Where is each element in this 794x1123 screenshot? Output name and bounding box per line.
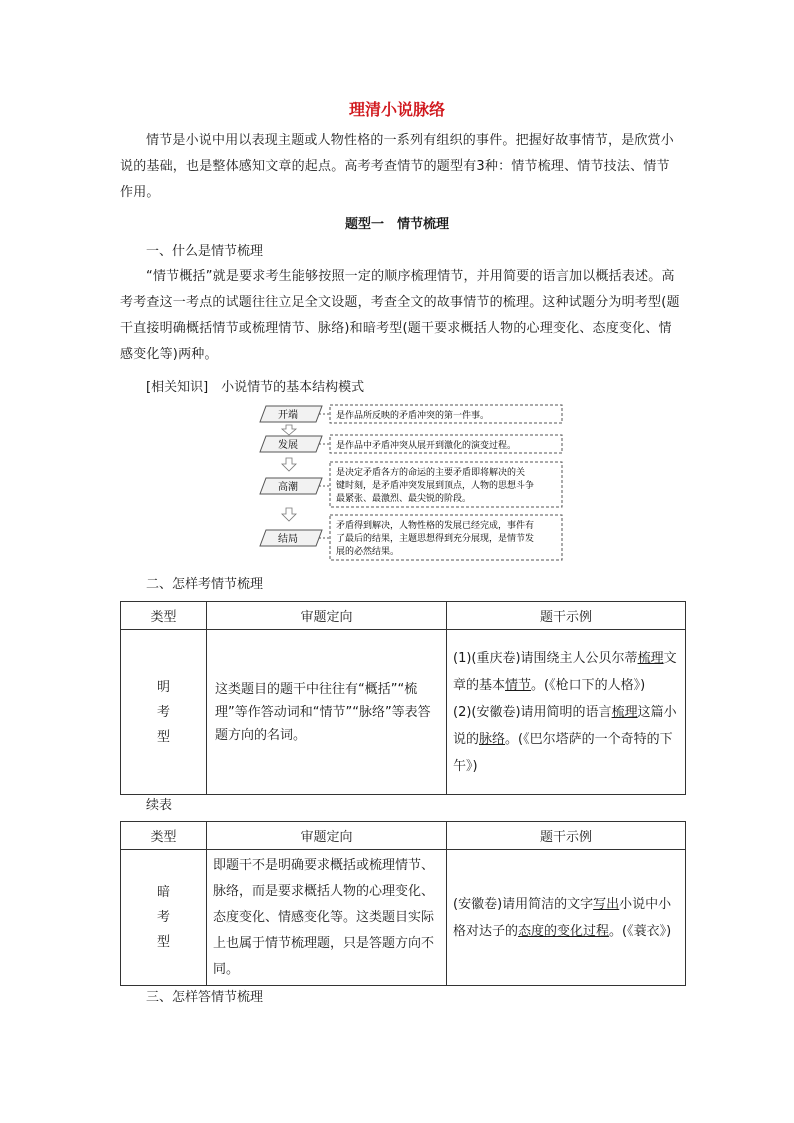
plot-structure-diagram (258, 404, 568, 564)
example-text: (安徽卷)请用简洁的文字 (453, 896, 594, 912)
example-keyword: 情节 (505, 677, 532, 693)
example-text: 小说中小格对达子的 (453, 896, 672, 939)
stage-label: 开端 (278, 410, 298, 421)
example-cell (447, 630, 686, 795)
type-char: 型 (156, 935, 170, 950)
example-text: 。(《枪口下的人格》) (531, 677, 646, 693)
section1-sub-heading: 一、什么是情节梳理 (146, 244, 264, 259)
header-direction: 审题定向 (207, 822, 447, 850)
section1-title: 题型一 情节梳理 (344, 217, 449, 232)
example-text: (2)(安徽卷)请用简明的语言 (453, 704, 612, 720)
direction-cell: 这类题目的题干中往往有“概括”“梳理”等作答动词和“情节”“脉络”等表答题方向的名词。 (207, 630, 447, 795)
section3-title: 三、怎样答情节梳理 (146, 990, 264, 1005)
header-direction: 审题定向 (207, 602, 447, 630)
stage-desc: 最紧张、最激烈、最尖锐的阶段。 (336, 494, 472, 504)
table-row (121, 630, 686, 795)
example-keyword: 梳理 (637, 650, 664, 666)
intro-paragraph: 情节是小说中用以表现主题或人物性格的一系列有组织的事件。把握好故事情节，是欣赏小说的基础，也是整体感知文章的起点。高考考查情节的题型有3种：情节梳理、情节技法、情节作用。 (120, 133, 675, 200)
stage-label: 高潮 (278, 482, 298, 493)
header-type: 类型 (121, 822, 207, 850)
header-type: 类型 (121, 602, 207, 630)
section2-title: 二、怎样考情节梳理 (146, 577, 264, 592)
stage-label: 发展 (278, 440, 298, 451)
stage-climax (260, 462, 562, 507)
table-header-row (121, 602, 686, 630)
example-keyword: 态度的变化过程 (518, 923, 610, 939)
header-example: 题干示例 (447, 602, 686, 630)
type-cell (121, 850, 207, 986)
section1-paragraph: “情节概括”就是要求考生能够按照一定的顺序梳理情节，并用简要的语言加以概括表述。高考考查这一考点的试题往往立足全文设题，考查全文的故事情节的梳理。这种试题分为明考型(题干直接明确概括情节或梳理情节、脉络)和暗考型(题干要求概括人物的心理变化、态度变化、情感变化等)两种。 (120, 269, 680, 362)
stage-development (260, 435, 562, 453)
stage-arrow-2 (282, 458, 296, 471)
example-text: 文章的基本 (453, 650, 677, 693)
stage-ending (260, 515, 562, 560)
exam-type-table-1 (120, 601, 686, 795)
example-cell (447, 850, 686, 986)
stage-desc: 键时刻，是矛盾冲突发展到顶点，人物的思想斗争 (336, 481, 535, 491)
stage-desc: 是作品所反映的矛盾冲突的第一件事。 (336, 411, 490, 421)
example-text: 这篇小说的 (453, 704, 677, 747)
exam-type-table-2 (120, 821, 686, 986)
stage-arrow-1 (282, 425, 296, 435)
stage-opening (260, 405, 562, 423)
stage-desc: 是决定矛盾各方的命运的主要矛盾即将解决的关 (336, 468, 526, 478)
header-example: 题干示例 (447, 822, 686, 850)
stage-label: 结局 (278, 534, 298, 545)
table-header-row (121, 822, 686, 850)
type-char: 考 (156, 704, 170, 720)
type-char: 型 (156, 729, 170, 745)
stage-desc: 展的必然结果。 (336, 547, 400, 557)
example-text: 。(《巴尔塔萨的一个奇特的下午》) (453, 731, 673, 774)
example-keyword: 脉络 (479, 731, 506, 747)
type-char: 明 (156, 679, 170, 695)
direction-cell: 即题干不是明确要求概括或梳理情节、脉络，而是要求概括人物的心理变化、态度变化、情感变化等。这类题目实际上也属于情节梳理题，只是答题方向不同。 (207, 850, 447, 986)
example-keyword: 写出 (593, 896, 620, 912)
stage-desc: 了最后的结果，主题思想得到充分展现，是情节发 (336, 534, 535, 544)
page-title: 理清小说脉络 (348, 100, 445, 119)
continued-label: 续表 (146, 798, 173, 813)
type-cell (121, 630, 207, 795)
example-keyword: 梳理 (611, 704, 638, 720)
stage-desc: 是作品中矛盾冲突从展开到激化的演变过程。 (336, 441, 517, 451)
example-text: 。(《蓑衣》) (609, 923, 672, 939)
stage-desc: 矛盾得到解决，人物性格的发展已经完成，事件有 (336, 521, 535, 531)
stage-arrow-3 (282, 508, 296, 521)
type-char: 考 (156, 910, 170, 925)
type-char: 暗 (156, 885, 170, 900)
table-row (121, 850, 686, 986)
example-text: (1)(重庆卷)请围绕主人公贝尔蒂 (453, 650, 638, 666)
related-knowledge: [相关知识] 小说情节的基本结构模式 (146, 380, 365, 395)
